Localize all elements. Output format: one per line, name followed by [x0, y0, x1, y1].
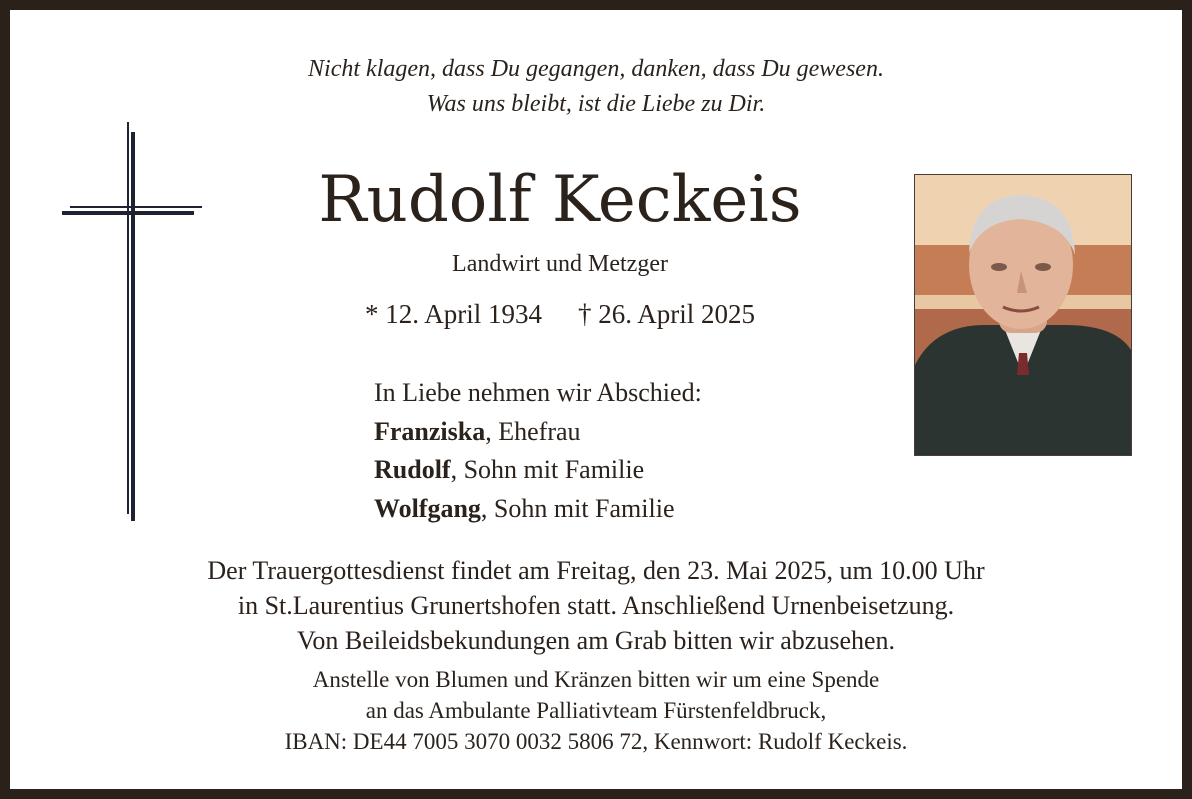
donation-line-2: an das Ambulante Palliativteam Fürstenfeldbruck, [365, 698, 827, 723]
family-member-name: Franziska [374, 416, 486, 446]
death-date: † 26. April 2025 [578, 299, 756, 329]
deceased-name: Rudolf Keckeis [318, 163, 802, 237]
quote-line-2: Was uns bleibt, ist die Liebe zu Dir. [426, 91, 766, 117]
service-line-1: Der Trauergottesdienst findet am Freitag, den 23. Mai 2025, um 10.00 Uhr [207, 556, 985, 585]
service-line-3: Von Beileidsbekundungen am Grab bitten wir abzusehen. [296, 626, 896, 655]
service-info [0, 553, 1192, 658]
family-member-name: Rudolf [374, 455, 451, 484]
birth-date: * 12. April 1934 [364, 299, 542, 329]
family-member-relation: , Sohn mit Familie [480, 493, 675, 523]
donation-line-1: Anstelle von Blumen und Kränzen bitten wir um eine Spende [312, 667, 880, 692]
cross-icon [62, 122, 202, 522]
family-member [374, 413, 854, 452]
quote-line-1: Nicht klagen, dass Du gegangen, danken, dass Du gewesen. [308, 56, 884, 82]
service-line-2: in St.Laurentius Grunertshofen statt. Anschließend Urnenbeisetzung. [237, 591, 955, 620]
portrait-illustration [915, 175, 1131, 455]
family-list [374, 374, 854, 528]
donation-line-3: IBAN: DE44 7005 3070 0032 5806 72, Kennwort: Rudolf Keckeis. [284, 729, 908, 754]
deceased-occupation: Landwirt und Metzger [452, 251, 668, 277]
donation-info [0, 664, 1192, 757]
family-member-relation: , Ehefrau [485, 416, 581, 446]
family-member-name: Wolfgang [374, 493, 481, 523]
family-member [374, 451, 854, 490]
portrait-photo [914, 174, 1132, 456]
family-intro: In Liebe nehmen wir Abschied: [374, 378, 702, 407]
life-dates [250, 297, 870, 331]
family-member-relation: , Sohn mit Familie [450, 455, 645, 484]
family-member [374, 490, 854, 529]
